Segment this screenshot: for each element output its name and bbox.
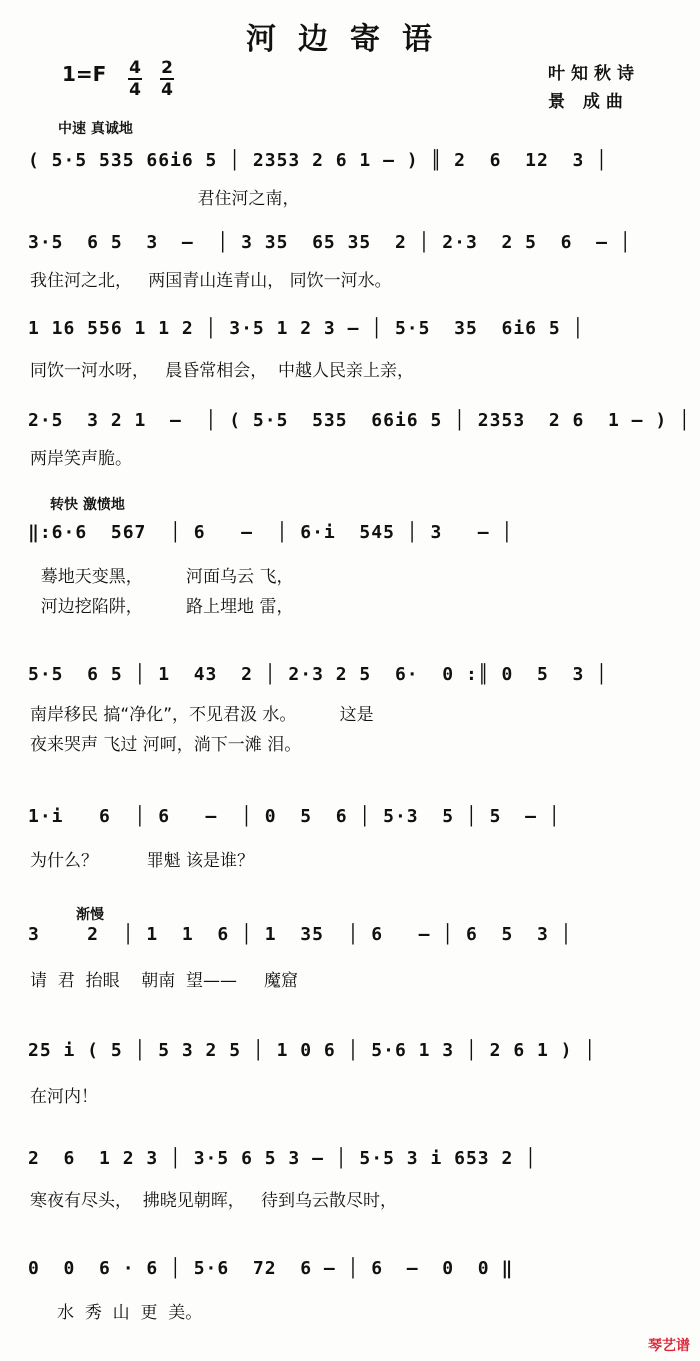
time-sig-top-1: 4 bbox=[129, 58, 141, 78]
credits bbox=[548, 60, 640, 116]
staff-line-3-notes: 1 16 556 1 1 2 │ 3·5 1 2 3 — │ 5·5 35 6i6 5 │ bbox=[28, 318, 585, 339]
staff-line-9-notes: 25 i ( 5 │ 5 3 2 5 │ 1 0 6 │ 5·6 1 3 │ 2 6 1 ) │ bbox=[28, 1040, 597, 1061]
time-sig-top-2: 2 bbox=[161, 58, 173, 78]
tempo-marking-2: 转快 激愤地 bbox=[50, 497, 125, 513]
time-sig-bottom-2: 4 bbox=[161, 80, 173, 100]
staff-line-7-notes: 1·i 6 │ 6 — │ 0 5 6 │ 5·3 5 │ 5 — │ bbox=[28, 806, 561, 827]
song-title: 河边寄语 bbox=[246, 22, 454, 57]
staff-line-4-lyrics: 两岸笑声脆。 bbox=[30, 449, 132, 469]
staff-line-5-notes: ‖:6·6 567 │ 6 — │ 6·i 545 │ 3 — │ bbox=[28, 522, 514, 543]
tempo-marking-1: 中速 真诚地 bbox=[58, 121, 133, 137]
staff-line-11-notes: 0 0 6 · 6 │ 5·6 72 6 — │ 6 — 0 0 ‖ bbox=[28, 1258, 514, 1279]
staff-line-5-lyrics-1: 蓦地天变黑， 河面乌云 飞， bbox=[30, 567, 294, 587]
staff-line-1-lyrics: 君住河之南， bbox=[30, 189, 300, 209]
time-signature-4-4 bbox=[128, 58, 142, 100]
staff-line-8-lyrics: 请 君 抬眼 朝南 望—— 魔窟 bbox=[30, 971, 299, 991]
staff-line-2-lyrics: 我住河之北， 两国青山连青山， 同饮一河水。 bbox=[30, 271, 392, 291]
key-signature: 1=F bbox=[62, 62, 107, 86]
staff-line-10-notes: 2 6 1 2 3 │ 3·5 6 5 3 — │ 5·5 3 i 653 2 │ bbox=[28, 1148, 537, 1169]
staff-line-4-notes: 2·5 3 2 1 — │ ( 5·5 535 66i6 5 │ 2353 2 6 1 — ) │ bbox=[28, 410, 691, 431]
staff-line-9-lyrics: 在河内！ bbox=[30, 1087, 98, 1107]
staff-line-7-lyrics: 为什么？ 罪魁 该是谁？ bbox=[30, 851, 255, 871]
staff-line-6-lyrics-1: 南岸移民 搞“净化”，不见君汲 水。 这是 bbox=[30, 705, 374, 725]
composer-credit: 景 成曲 bbox=[548, 92, 629, 112]
staff-line-5-lyrics-2: 河边挖陷阱， 路上埋地 雷， bbox=[30, 597, 294, 617]
staff-line-11-lyrics: 水 秀 山 更 美。 bbox=[30, 1303, 203, 1323]
time-signature-2-4 bbox=[160, 58, 174, 100]
staff-line-1-notes: ( 5·5 535 66i6 5 │ 2353 2 6 1 — ) ║ 2 6 12 3 │ bbox=[28, 150, 609, 171]
staff-line-6-notes: 5·5 6 5 │ 1 43 2 │ 2·3 2 5 6· 0 :║ 0 5 3 │ bbox=[28, 664, 609, 685]
staff-line-8-notes: 3 2 │ 1 1 6 │ 1 35 │ 6 — │ 6 5 3 │ bbox=[28, 924, 573, 945]
tempo-marking-3: 渐慢 bbox=[76, 907, 104, 923]
lyricist-credit: 叶知秋诗 bbox=[548, 64, 640, 84]
watermark-logo: 琴艺谱 bbox=[648, 1338, 690, 1354]
staff-line-10-lyrics: 寒夜有尽头， 拂晓见朝晖， 待到乌云散尽时， bbox=[30, 1191, 398, 1211]
staff-line-6-lyrics-2: 夜来哭声 飞过 河呵，淌下一滩 泪。 bbox=[30, 735, 302, 755]
staff-line-2-notes: 3·5 6 5 3 — │ 3 35 65 35 2 │ 2·3 2 5 6 — │ bbox=[28, 232, 632, 253]
staff-line-3-lyrics: 同饮一河水呀， 晨昏常相会， 中越人民亲上亲， bbox=[30, 361, 415, 381]
time-sig-bottom-1: 4 bbox=[129, 80, 141, 100]
